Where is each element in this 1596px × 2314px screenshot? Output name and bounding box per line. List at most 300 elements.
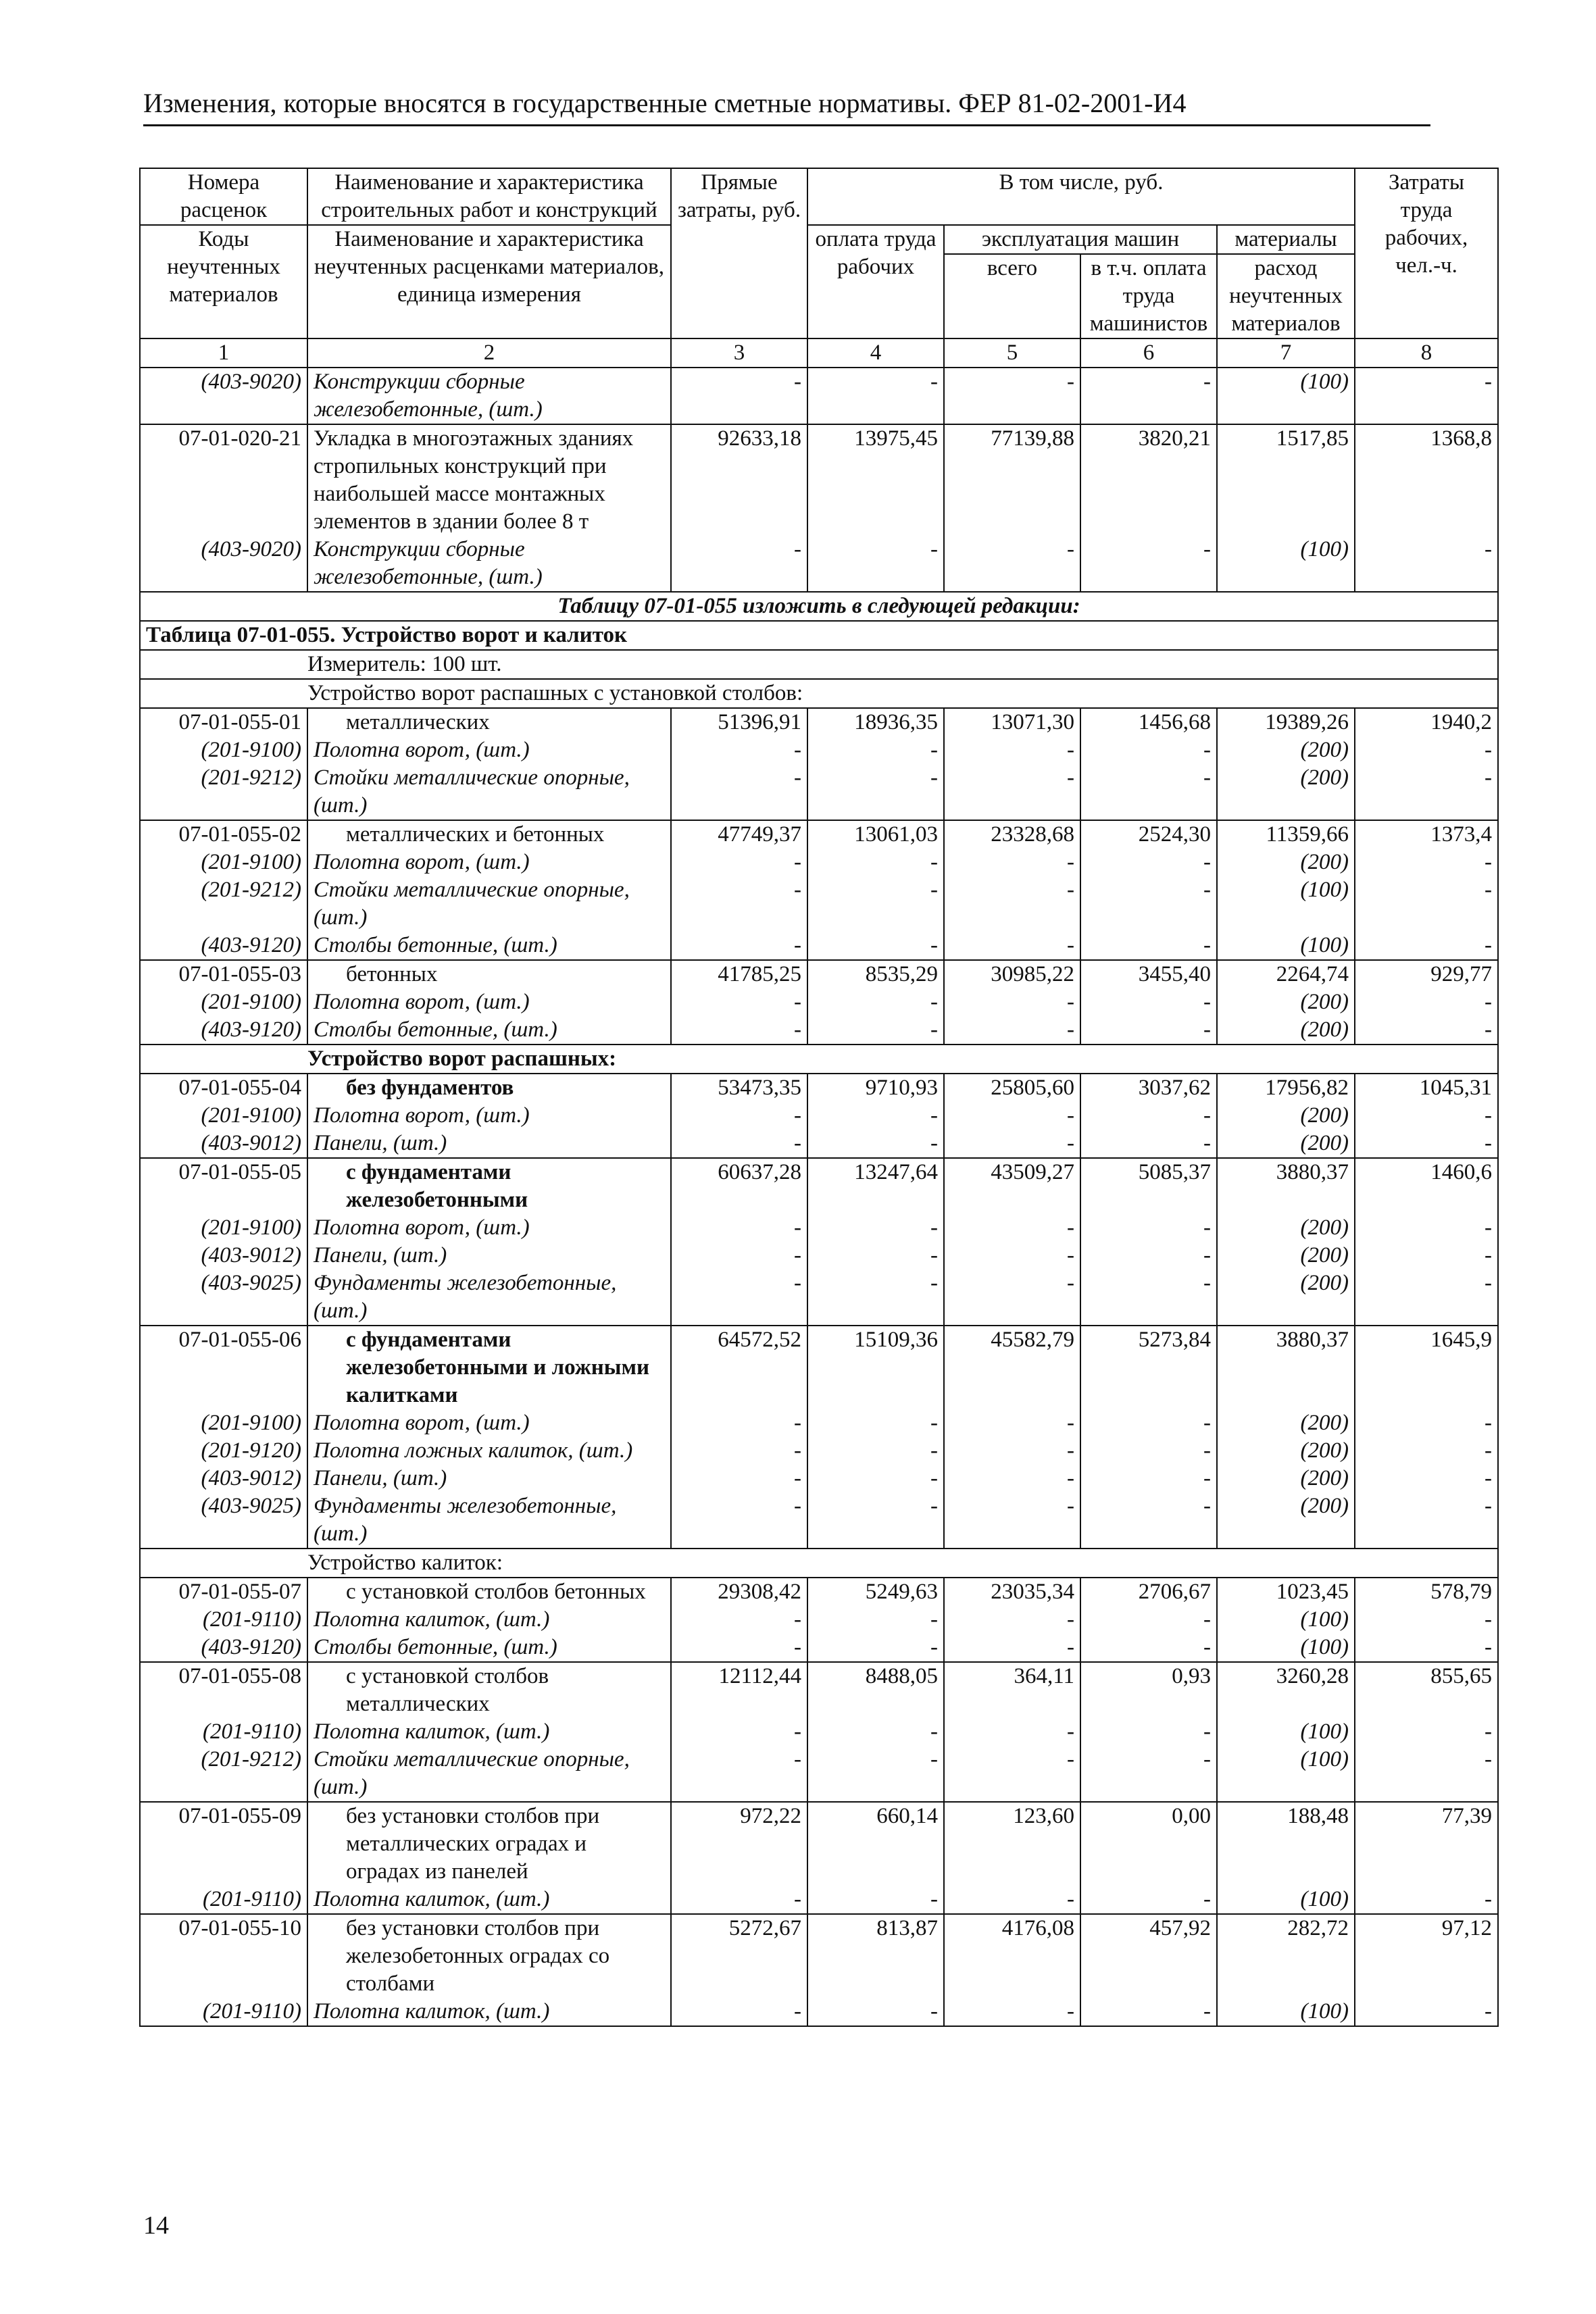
material-row [140, 1465, 1498, 1492]
value-cell: (200) [1217, 1130, 1355, 1158]
value-cell: - [944, 1718, 1080, 1746]
page-number: 14 [143, 2211, 169, 2240]
value-cell: - [944, 849, 1080, 876]
value-cell: - [807, 1634, 944, 1662]
value-cell: (200) [1217, 988, 1355, 1016]
value-cell: 45582,79 [944, 1326, 1080, 1409]
value-cell: (100) [1217, 1634, 1355, 1662]
value-cell: 364,11 [944, 1662, 1080, 1718]
value-cell: 3455,40 [1080, 960, 1217, 988]
value-cell: - [807, 1886, 944, 1914]
head-col7: расход неучтенных материалов [1217, 254, 1355, 338]
value-cell: - [671, 1606, 807, 1634]
value-cell: - [1355, 1269, 1498, 1326]
table-group-d [140, 1578, 1498, 2026]
value-cell: 3260,28 [1217, 1662, 1355, 1718]
value-cell: (200) [1217, 736, 1355, 764]
value-cell: 11359,66 [1217, 820, 1355, 849]
head-col4: оплата труда рабочих [807, 225, 944, 338]
material-row [140, 1634, 1498, 1662]
value-cell: - [807, 849, 944, 876]
column-number: 5 [944, 338, 1080, 368]
material-row [140, 1242, 1498, 1269]
value-cell: 13071,30 [944, 708, 1080, 736]
value-cell: 282,72 [1217, 1914, 1355, 1998]
rate-code: 07-01-055-06 [140, 1326, 307, 1409]
value-cell: - [671, 1465, 807, 1492]
value-cell: - [1080, 1214, 1217, 1242]
material-row [140, 1718, 1498, 1746]
head-col8: Затраты труда рабочих, чел.-ч. [1355, 168, 1498, 338]
material-row [140, 1130, 1498, 1158]
value-cell: - [944, 1492, 1080, 1549]
rate-row [140, 960, 1498, 988]
value-cell: 1456,68 [1080, 708, 1217, 736]
value-cell: - [1080, 1998, 1217, 2026]
value-cell: (200) [1217, 1465, 1355, 1492]
value-cell: 17956,82 [1217, 1074, 1355, 1102]
value-cell: - [1080, 1465, 1217, 1492]
measure-label: Измеритель: 100 шт. [307, 650, 1498, 679]
value-cell: (200) [1217, 764, 1355, 820]
material-code: (403-9120) [140, 1016, 307, 1045]
value-cell: - [944, 1130, 1080, 1158]
value-cell: (100) [1217, 1718, 1355, 1746]
value-cell: - [1355, 1492, 1498, 1549]
material-code: (403-9020) [140, 536, 307, 592]
material-code: (201-9212) [140, 1746, 307, 1802]
value-cell: 2524,30 [1080, 820, 1217, 849]
value-cell: 0,93 [1080, 1662, 1217, 1718]
value-cell: (200) [1217, 849, 1355, 876]
value-cell: - [807, 1746, 944, 1802]
material-name: Полотна ворот, (шт.) [307, 1102, 671, 1130]
material-code: (403-9025) [140, 1269, 307, 1326]
material-name: Панели, (шт.) [307, 1130, 671, 1158]
value-cell: - [944, 932, 1080, 960]
value-cell: - [1080, 1606, 1217, 1634]
value-cell: 64572,52 [671, 1326, 807, 1409]
value-cell: - [944, 1016, 1080, 1045]
work-description: металлических [307, 708, 671, 736]
work-description: с установкой столбов металлических [307, 1662, 671, 1718]
material-name: Полотна калиток, (шт.) [307, 1606, 671, 1634]
material-code: (201-9100) [140, 849, 307, 876]
value-cell: (200) [1217, 1016, 1355, 1045]
value-cell: - [807, 764, 944, 820]
value-cell: (100) [1217, 1886, 1355, 1914]
value-cell: - [1080, 876, 1217, 932]
value-cell: - [944, 764, 1080, 820]
value-cell: - [1080, 764, 1217, 820]
value-cell: 51396,91 [671, 708, 807, 736]
value-cell: (100) [1217, 1746, 1355, 1802]
value-cell: - [807, 1998, 944, 2026]
material-name: Столбы бетонные, (шт.) [307, 1016, 671, 1045]
value-cell: 13061,03 [807, 820, 944, 849]
rate-row [140, 1802, 1498, 1886]
section-heading: Устройство калиток: [307, 1549, 1498, 1578]
value-cell: - [1355, 1102, 1498, 1130]
value-cell: 29308,42 [671, 1578, 807, 1606]
material-code: (201-9212) [140, 876, 307, 932]
value-cell: 1517,85 [1217, 424, 1355, 536]
material-code: (201-9110) [140, 1998, 307, 2026]
value-cell: - [1355, 368, 1498, 424]
value-cell: 188,48 [1217, 1802, 1355, 1886]
value-cell: - [807, 988, 944, 1016]
work-description: без установки столбов при металлических оградах и оградах из панелей [307, 1802, 671, 1886]
rate-row [140, 708, 1498, 736]
value-cell: - [807, 1492, 944, 1549]
value-cell: - [807, 1016, 944, 1045]
value-cell: (200) [1217, 1214, 1355, 1242]
value-cell: - [944, 1886, 1080, 1914]
value-cell: - [1355, 1606, 1498, 1634]
value-cell: 25805,60 [944, 1074, 1080, 1102]
value-cell: - [807, 1102, 944, 1130]
rate-row [140, 1662, 1498, 1718]
value-cell: (100) [1217, 368, 1355, 424]
material-code: (403-9012) [140, 1130, 307, 1158]
rate-row [140, 1578, 1498, 1606]
material-code: (201-9120) [140, 1437, 307, 1465]
value-cell: 77,39 [1355, 1802, 1498, 1886]
value-cell: - [1355, 764, 1498, 820]
material-name: Полотна калиток, (шт.) [307, 1886, 671, 1914]
value-cell: - [944, 1409, 1080, 1437]
value-cell: - [1355, 536, 1498, 592]
material-row [140, 1746, 1498, 1802]
value-cell: 1045,31 [1355, 1074, 1498, 1102]
material-row [140, 932, 1498, 960]
work-description: с фундаментами железобетонными [307, 1158, 671, 1214]
value-cell: - [944, 1746, 1080, 1802]
rate-row [140, 1158, 1498, 1214]
value-cell: 23328,68 [944, 820, 1080, 849]
rate-code: 07-01-055-03 [140, 960, 307, 988]
value-cell: (200) [1217, 1437, 1355, 1465]
material-name: Столбы бетонные, (шт.) [307, 1634, 671, 1662]
material-row [140, 1102, 1498, 1130]
value-cell: - [944, 1465, 1080, 1492]
head-col1-top: Номера расценок [140, 168, 307, 225]
value-cell: - [671, 849, 807, 876]
value-cell: - [1355, 1130, 1498, 1158]
value-cell: 5273,84 [1080, 1326, 1217, 1409]
value-cell: - [944, 1269, 1080, 1326]
value-cell: - [807, 736, 944, 764]
value-cell: 47749,37 [671, 820, 807, 849]
column-number: 8 [1355, 338, 1498, 368]
material-row [140, 536, 1498, 592]
value-cell: (200) [1217, 1242, 1355, 1269]
value-cell: 12112,44 [671, 1662, 807, 1718]
value-cell: - [944, 536, 1080, 592]
value-cell: - [671, 1634, 807, 1662]
value-cell: - [671, 1130, 807, 1158]
value-cell: 53473,35 [671, 1074, 807, 1102]
value-cell: - [671, 736, 807, 764]
material-code: (201-9100) [140, 1102, 307, 1130]
value-cell: - [944, 876, 1080, 932]
material-code: (201-9100) [140, 1214, 307, 1242]
value-cell: - [944, 1998, 1080, 2026]
value-cell: - [671, 764, 807, 820]
value-cell: - [1080, 368, 1217, 424]
value-cell: - [807, 1409, 944, 1437]
value-cell: - [671, 1746, 807, 1802]
value-cell: - [807, 1606, 944, 1634]
material-code: (201-9100) [140, 736, 307, 764]
value-cell: - [1080, 1130, 1217, 1158]
value-cell: 660,14 [807, 1802, 944, 1886]
material-name: Конструкции сборные железобетонные, (шт.) [307, 536, 671, 592]
work-description: металлических и бетонных [307, 820, 671, 849]
value-cell: 457,92 [1080, 1914, 1217, 1998]
value-cell: (200) [1217, 1269, 1355, 1326]
head-col6: в т.ч. оплата труда машинистов [1080, 254, 1217, 338]
value-cell: 929,77 [1355, 960, 1498, 988]
table-title: Таблица 07-01-055. Устройство ворот и калиток [140, 621, 1498, 650]
value-cell: - [1080, 1718, 1217, 1746]
head-col2-bottom: Наименование и характеристика неучтенных расценками материалов, единица измерения [307, 225, 671, 338]
value-cell: - [1080, 1016, 1217, 1045]
value-cell: 1645,9 [1355, 1326, 1498, 1409]
material-row [140, 1409, 1498, 1437]
value-cell: - [944, 1214, 1080, 1242]
value-cell: 972,22 [671, 1802, 807, 1886]
material-name: Полотна калиток, (шт.) [307, 1718, 671, 1746]
value-cell: - [671, 932, 807, 960]
material-code: (403-9120) [140, 1634, 307, 1662]
value-cell: - [1080, 932, 1217, 960]
value-cell: 4176,08 [944, 1914, 1080, 1998]
value-cell: (100) [1217, 536, 1355, 592]
material-name: Панели, (шт.) [307, 1242, 671, 1269]
value-cell: - [671, 1269, 807, 1326]
value-cell: - [807, 1242, 944, 1269]
column-number: 1 [140, 338, 307, 368]
column-number: 7 [1217, 338, 1355, 368]
value-cell: - [807, 932, 944, 960]
head-group: В том числе, руб. [807, 168, 1355, 225]
value-cell: - [1355, 1242, 1498, 1269]
value-cell: - [1355, 1465, 1498, 1492]
value-cell: (200) [1217, 1492, 1355, 1549]
value-cell: 3037,62 [1080, 1074, 1217, 1102]
value-cell: 97,12 [1355, 1914, 1498, 1998]
value-cell: - [1355, 1718, 1498, 1746]
work-description: Укладка в многоэтажных зданиях стропильных конструкций при наибольшей массе монтажных элементов в здании более 8 т [307, 424, 671, 536]
value-cell: - [1355, 1998, 1498, 2026]
value-cell: - [944, 1102, 1080, 1130]
value-cell: - [671, 536, 807, 592]
value-cell: - [807, 1130, 944, 1158]
material-code: (201-9110) [140, 1606, 307, 1634]
work-description: с фундаментами железобетонными и ложными калитками [307, 1326, 671, 1409]
value-cell: - [807, 536, 944, 592]
material-row [140, 1437, 1498, 1465]
rate-code: 07-01-055-09 [140, 1802, 307, 1886]
value-cell: - [807, 368, 944, 424]
material-name: Полотна ворот, (шт.) [307, 1409, 671, 1437]
section-heading: Устройство ворот распашных: [307, 1045, 1498, 1074]
value-cell: - [944, 368, 1080, 424]
value-cell: - [671, 1102, 807, 1130]
value-cell: (100) [1217, 1998, 1355, 2026]
value-cell: 3820,21 [1080, 424, 1217, 536]
value-cell: - [1355, 736, 1498, 764]
value-cell: 2264,74 [1217, 960, 1355, 988]
section-heading: Устройство ворот распашных с установкой столбов: [307, 679, 1498, 708]
value-cell: - [944, 1437, 1080, 1465]
value-cell: - [1080, 1886, 1217, 1914]
value-cell: - [1080, 1746, 1217, 1802]
material-code: (403-9012) [140, 1465, 307, 1492]
edition-banner: Таблицу 07-01-055 изложить в следующей редакции: [140, 592, 1498, 621]
table-group-c [140, 1074, 1498, 1549]
value-cell: 43509,27 [944, 1158, 1080, 1214]
value-cell: 813,87 [807, 1914, 944, 1998]
material-name: Стойки металлические опорные, (шт.) [307, 764, 671, 820]
material-row [140, 1886, 1498, 1914]
value-cell: 1460,6 [1355, 1158, 1498, 1214]
material-name: Полотна ворот, (шт.) [307, 1214, 671, 1242]
material-row [140, 876, 1498, 932]
value-cell: - [1355, 1886, 1498, 1914]
value-cell: 123,60 [944, 1802, 1080, 1886]
value-cell: - [1080, 1242, 1217, 1269]
rate-code: 07-01-020-21 [140, 424, 307, 536]
table-group-b [140, 708, 1498, 1045]
value-cell: 855,65 [1355, 1662, 1498, 1718]
material-code: (403-9012) [140, 1242, 307, 1269]
material-name: Стойки металлические опорные, (шт.) [307, 876, 671, 932]
value-cell: 41785,25 [671, 960, 807, 988]
value-cell: - [1080, 849, 1217, 876]
material-code: (403-9120) [140, 932, 307, 960]
material-name: Панели, (шт.) [307, 1465, 671, 1492]
rate-code: 07-01-055-04 [140, 1074, 307, 1102]
head-col1-bottom: Коды неучтенных материалов [140, 225, 307, 338]
material-row [140, 1998, 1498, 2026]
column-number: 6 [1080, 338, 1217, 368]
material-row [140, 1492, 1498, 1549]
material-row [140, 849, 1498, 876]
rates-table [139, 168, 1499, 2027]
value-cell: - [1355, 1634, 1498, 1662]
value-cell: - [671, 1242, 807, 1269]
material-row [140, 368, 1498, 424]
value-cell: - [671, 1437, 807, 1465]
value-cell: 3880,37 [1217, 1158, 1355, 1214]
work-description: без фундаментов [307, 1074, 671, 1102]
value-cell: 5249,63 [807, 1578, 944, 1606]
material-name: Полотна калиток, (шт.) [307, 1998, 671, 2026]
value-cell: 8488,05 [807, 1662, 944, 1718]
rates-table-container [139, 168, 1497, 2027]
value-cell: 1368,8 [1355, 424, 1498, 536]
value-cell: (100) [1217, 1606, 1355, 1634]
value-cell: - [1080, 1437, 1217, 1465]
value-cell: 0,00 [1080, 1802, 1217, 1886]
rate-code: 07-01-055-07 [140, 1578, 307, 1606]
rate-row [140, 1074, 1498, 1102]
value-cell: - [671, 1214, 807, 1242]
value-cell: 30985,22 [944, 960, 1080, 988]
value-cell: 5085,37 [1080, 1158, 1217, 1214]
head-exp: эксплуатация машин [944, 225, 1217, 254]
rate-code: 07-01-055-10 [140, 1914, 307, 1998]
value-cell: - [1080, 1492, 1217, 1549]
head-col2-top: Наименование и характеристика строительных работ и конструкций [307, 168, 671, 225]
value-cell: 5272,67 [671, 1914, 807, 1998]
material-row [140, 1016, 1498, 1045]
rate-code: 07-01-055-05 [140, 1158, 307, 1214]
value-cell: - [807, 1437, 944, 1465]
value-cell: - [807, 1214, 944, 1242]
material-row [140, 1606, 1498, 1634]
value-cell: - [671, 1998, 807, 2026]
material-row [140, 736, 1498, 764]
material-code: (201-9110) [140, 1886, 307, 1914]
table-group-a [140, 368, 1498, 592]
rate-row [140, 820, 1498, 849]
value-cell: - [1355, 1409, 1498, 1437]
value-cell: - [1080, 1102, 1217, 1130]
value-cell: - [1355, 1016, 1498, 1045]
value-cell: - [1355, 988, 1498, 1016]
value-cell: - [944, 1634, 1080, 1662]
material-code: (403-9025) [140, 1492, 307, 1549]
material-name: Полотна ворот, (шт.) [307, 849, 671, 876]
value-cell: - [1080, 736, 1217, 764]
value-cell: - [671, 1718, 807, 1746]
value-cell: 23035,34 [944, 1578, 1080, 1606]
value-cell: - [1355, 932, 1498, 960]
value-cell: 19389,26 [1217, 708, 1355, 736]
material-row [140, 988, 1498, 1016]
value-cell: 8535,29 [807, 960, 944, 988]
value-cell: (100) [1217, 876, 1355, 932]
material-row [140, 1214, 1498, 1242]
material-name: Фундаменты железобетонные, (шт.) [307, 1269, 671, 1326]
value-cell: 18936,35 [807, 708, 944, 736]
value-cell: 9710,93 [807, 1074, 944, 1102]
value-cell: - [671, 1886, 807, 1914]
work-description: без установки столбов при железобетонных оградах со столбами [307, 1914, 671, 1998]
value-cell: - [1355, 1746, 1498, 1802]
work-description: с установкой столбов бетонных [307, 1578, 671, 1606]
rate-row [140, 424, 1498, 536]
material-name: Стойки металлические опорные, (шт.) [307, 1746, 671, 1802]
material-row [140, 1269, 1498, 1326]
material-code: (201-9100) [140, 988, 307, 1016]
rate-code: 07-01-055-02 [140, 820, 307, 849]
rate-code: 07-01-055-01 [140, 708, 307, 736]
value-cell: 578,79 [1355, 1578, 1498, 1606]
value-cell: - [1080, 536, 1217, 592]
value-cell: 2706,67 [1080, 1578, 1217, 1606]
value-cell: - [944, 1242, 1080, 1269]
value-cell: - [1355, 1437, 1498, 1465]
rate-row [140, 1914, 1498, 1998]
value-cell: - [671, 1409, 807, 1437]
value-cell: - [944, 988, 1080, 1016]
head-col5: всего [944, 254, 1080, 338]
value-cell: - [807, 1465, 944, 1492]
